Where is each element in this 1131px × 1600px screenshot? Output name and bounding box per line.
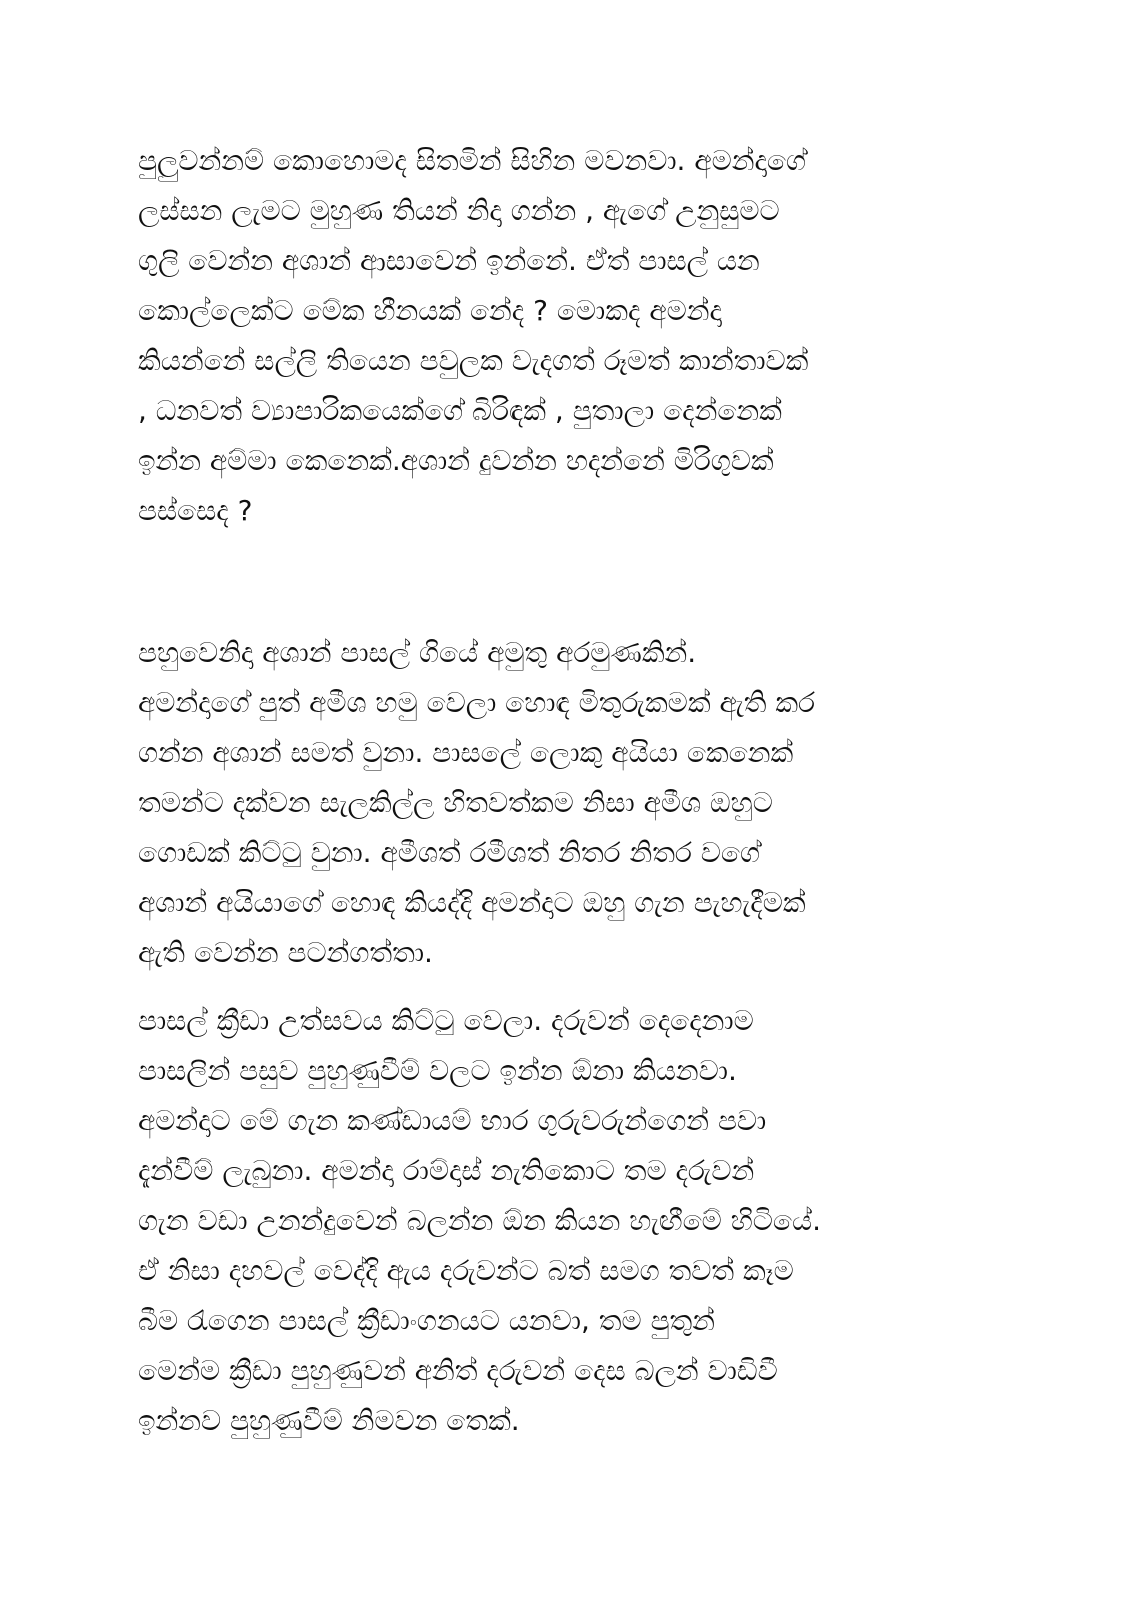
text-line: පස්සෙද ? [138,494,253,527]
text-line: බීම රැගෙන පාසල් ක්‍රීඩාංගනයට යනවා, තම පුතුන් [138,1304,716,1337]
text-line: මෙන්ම ක්‍රීඩා පුහුණුවන් අනිත් දරුවන් දෙස බලන් වාඩිවී [138,1354,778,1387]
text-line: ඉන්න අම්මා කෙනෙක්.අශාන් දුවන්න හදන්නේ මිරිගුවක් [138,444,774,477]
paragraph-3 [138,996,998,1446]
text-line: කියන්නේ සල්ලි තියෙන පවුලක වැදගත් රූමත් කාන්තාවක් [138,344,809,377]
text-line: ගුලි වෙන්න අශාන් ආසාවෙන් ඉන්නේ. ඒත් පාසල් යන [138,244,760,277]
text-line: කොල්ලෙක්ට මේක හීනයක් නේද ? මොකද අමන්දා [138,294,722,327]
text-line: , ධනවත් ව්‍යාපාරිකයෙක්ගේ බිරිඳක් , පුතාලා දෙන්නෙක් [138,394,782,427]
text-line: ගන්න අශාන් සමත් වුනා. පාසලේ ලොකු අයියා කෙනෙක් [138,736,794,769]
text-line: ලස්සන ලැමට මුහුණ තියන් නිදා ගන්න , ඇගේ උනුසුමට [138,194,780,227]
text-line: පහුවෙනිදා අශාන් පාසල් ගියේ අමුතු අරමුණකින්. [138,636,697,669]
text-line: පාසල් ක්‍රීඩා උත්සවය කිට්ටු වෙලා. දරුවන් දෙදෙනාම [138,1004,754,1037]
story-text [138,136,998,1446]
text-line: ඉන්නව පුහුණුවීම් නිමවන තෙක්. [138,1404,520,1437]
text-line: ඒ නිසා දහවල් වෙද්දි ඇය දරුවන්ට බත් සමග තවත් කෑම [138,1254,794,1287]
text-line: අමන්දාගේ පුත් අමීශ හමු වෙලා හොඳ මිතුරුකමක් ඇති කර [138,686,816,719]
paragraph-2 [138,628,998,978]
text-line: පුලුවන්නම් කොහොමද සිතමින් සිහින මවනවා. අමන්දාගේ [138,144,806,177]
text-line: ගොඩක් කිට්ටු වුනා. අමීශත් රමීශත් නිතර නිතර වගේ [138,836,760,869]
paragraph-1 [138,136,998,536]
text-line: දැන්වීම් ලැබුනා. අමන්දා රාම්දාස් නැතිකොට තම දරුවන් [138,1154,755,1187]
text-line: තමන්ට දක්වන සැලකිල්ල හිතවත්කම නිසා අමීශ ඔහුට [138,786,773,819]
text-line: ගැන වඩා උනන්දුවෙන් බලන්න ඕන කියන හැඟීමේ හිටියේ. [138,1204,821,1237]
text-line: ඇති වෙන්න පටන්ගත්තා. [138,936,433,969]
text-line: අශාන් අයියාගේ හොඳ කියද්දි අමන්දාට ඔහු ගැන පැහැදීමක් [138,886,806,919]
text-line: අමන්දාට මේ ගැන කණ්ඩායම් භාර ගුරුවරුන්ගෙන් පවා [138,1104,767,1137]
text-line: පාසලින් පසුව පුහුණුවීම් වලට ඉන්න ඕනා කියනවා. [138,1054,737,1087]
